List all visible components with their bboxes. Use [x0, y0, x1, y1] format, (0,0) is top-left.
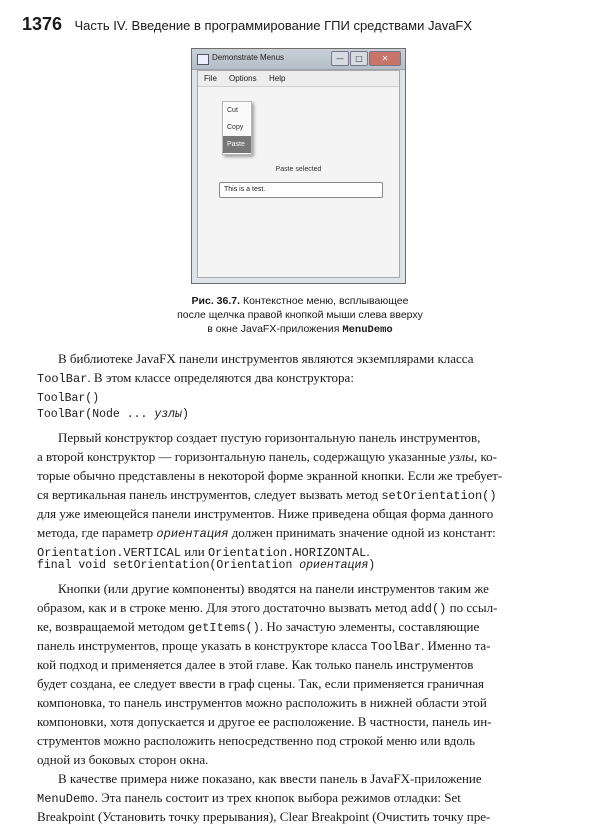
- menu-options[interactable]: Options: [229, 74, 257, 83]
- minimize-button[interactable]: —: [331, 51, 349, 66]
- code-block-toolbar: ToolBar() ToolBar(Node ... узлы): [37, 392, 189, 421]
- figure-caption: Рис. 36.7. Контекстное меню, всплывающее после щелчка правой кнопкой мыши слева вверху в окне JavaFX-приложения MenuDemo: [177, 295, 423, 336]
- maximize-button[interactable]: □: [350, 51, 368, 66]
- context-menu-copy[interactable]: Copy: [227, 124, 244, 131]
- page-number: 1376: [22, 14, 63, 34]
- window-client-area: [197, 70, 400, 278]
- menu-help[interactable]: Help: [269, 74, 286, 83]
- code-set-orientation: final void setOrientation(Orientation ориентация): [37, 559, 376, 572]
- page-header: [22, 14, 472, 35]
- status-label: Paste selected: [275, 166, 322, 173]
- menu-file[interactable]: File: [204, 74, 217, 83]
- paragraph-3: Кнопки (или другие компоненты) вводятся на панели инструментов таким же образом, как и в строке меню. Для этого достаточно вызвать метод add() по ссыл- ке, возвращаемой методом getItems(). Но зачастую элементы, составляющие панель инструментов, проще указать в конструкторе класса ToolBar. Именно та- кой подход и применяется далее в этой главе. Как только панель инструментов будет создана, ее следует ввести в граф сцены. Так, если применяется граничная компоновка, то панель инструментов можно расположить в нижней области этой компоновки, хотя допускается и другое ее расположение. В частности, панель ин- струментов можно расположить непосредственно под строкой меню или вдоль одной из боковых сторон окна.: [37, 581, 498, 767]
- close-button[interactable]: ✕: [369, 51, 401, 66]
- context-menu-paste[interactable]: Paste: [223, 136, 251, 153]
- menu-bar: [198, 71, 399, 87]
- app-icon: [197, 54, 209, 65]
- running-title: Часть IV. Введение в программирование ГПИ средствами JavaFX: [74, 18, 473, 33]
- window-titlebar: [192, 49, 405, 70]
- window-title: Demonstrate Menus: [212, 53, 285, 62]
- paragraph-4: В качестве примера ниже показано, как ввести панель в JavaFX-приложение MenuDemo. Эта панель состоит из трех кнопок выбора режимов отладки: Set Breakpoint (Установить точку прерывания), Clear Breakpoint (Очистить точку пре-: [37, 771, 491, 824]
- paragraph-1: В библиотеке JavaFX панели инструментов являются экземплярами класса ToolBar. В этом классе определяются два конструктора:: [37, 351, 474, 386]
- context-menu-cut[interactable]: Cut: [227, 107, 238, 114]
- text-input[interactable]: This is a test.: [219, 182, 383, 198]
- caption-figure-number: Рис. 36.7.: [191, 295, 241, 307]
- paragraph-2: Первый конструктор создает пустую горизонтальную панель инструментов, а второй конструктор — горизонтальную панель, содержащую указанные узлы, ко- торые обычно представлены в некоторой форме экранной кнопки. Если же требует- ся вертикальная панель инструментов, следует вызвать метод setOrientation() для уже имеющейся панели инструментов. Ниже приведена общая форма данного метода, где параметр ориентация должен принимать значение одной из констант: Orientation.VERTICAL или Orientation.HORIZONTAL.: [37, 430, 503, 560]
- app-window-screenshot: [191, 48, 406, 284]
- context-menu: [222, 101, 252, 155]
